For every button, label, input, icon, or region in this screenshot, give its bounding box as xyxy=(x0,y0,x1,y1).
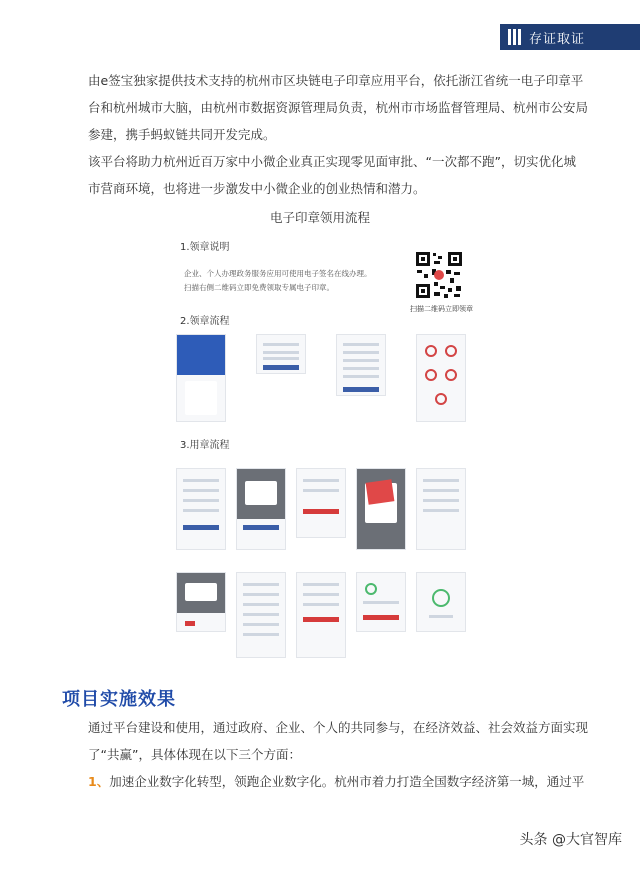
section-heading: 项目实施效果 xyxy=(62,689,176,710)
use-step-2-screenshot xyxy=(236,468,286,550)
use-step-1-screenshot xyxy=(176,468,226,550)
flow-note-line-2: 扫描右侧二维码立即免费领取专属电子印章。 xyxy=(184,283,334,292)
use-step-7-screenshot xyxy=(236,572,286,658)
flow-section-1-label: 1.领章说明 xyxy=(180,242,230,253)
qr-caption: 扫描二维码立即领章 xyxy=(410,305,473,313)
header-tag xyxy=(500,24,640,50)
flow-note-line-1: 企业、个人办理政务服务应用可使用电子签名在线办理。 xyxy=(184,269,372,278)
use-step-3-screenshot xyxy=(296,468,346,538)
effect-item-1-text: 加速企业数字化转型，领跑企业数字化。杭州市着力打造全国数字经济第一城，通过平 xyxy=(109,774,585,789)
use-step-9-screenshot xyxy=(356,572,406,632)
apply-step-4-screenshot xyxy=(416,334,466,422)
flow-section-2-label: 2.领章流程 xyxy=(180,316,230,327)
use-step-4-screenshot xyxy=(356,468,406,550)
apply-step-1-screenshot xyxy=(176,334,226,422)
effect-paragraph: 通过平台建设和使用，通过政府、企业、个人的共同参与，在经济效益、社会效益方面实现了“共赢”，具体体现在以下三个方面： xyxy=(88,720,589,762)
header-bars-icon xyxy=(508,29,521,45)
flowchart-title: 电子印章领用流程 xyxy=(269,210,370,225)
use-step-5-screenshot xyxy=(416,468,466,550)
intro-paragraph-2: 该平台将助力杭州近百万家中小微企业真正实现零见面审批、“一次都不跑”，切实优化城市营商环境，也将进一步激发中小微企业的创业热情和潜力。 xyxy=(88,154,576,196)
apply-step-3-screenshot xyxy=(336,334,386,396)
effect-item-1-number: 1、 xyxy=(88,774,110,789)
qr-code-icon xyxy=(414,250,464,300)
use-step-10-screenshot xyxy=(416,572,466,632)
use-step-6-screenshot xyxy=(176,572,226,632)
flowchart-figure xyxy=(170,232,473,662)
apply-step-2-screenshot xyxy=(256,334,306,374)
watermark xyxy=(514,825,628,853)
effect-item-1 xyxy=(88,768,588,795)
use-step-8-screenshot xyxy=(296,572,346,658)
watermark-text: 头条 @大官智库 xyxy=(519,832,622,848)
header-tag-label: 存证取证 xyxy=(529,31,586,47)
intro-paragraph-1: 由e签宝独家提供技术支持的杭州市区块链电子印章应用平台，依托浙江省统一电子印章平台和杭州城市大脑，由杭州市数据资源管理局负责，杭州市市场监督管理局、杭州市公安局参建，携手蚂蚁链共同开发完成。 xyxy=(88,73,589,142)
flow-section-3-label: 3.用章流程 xyxy=(180,440,230,451)
